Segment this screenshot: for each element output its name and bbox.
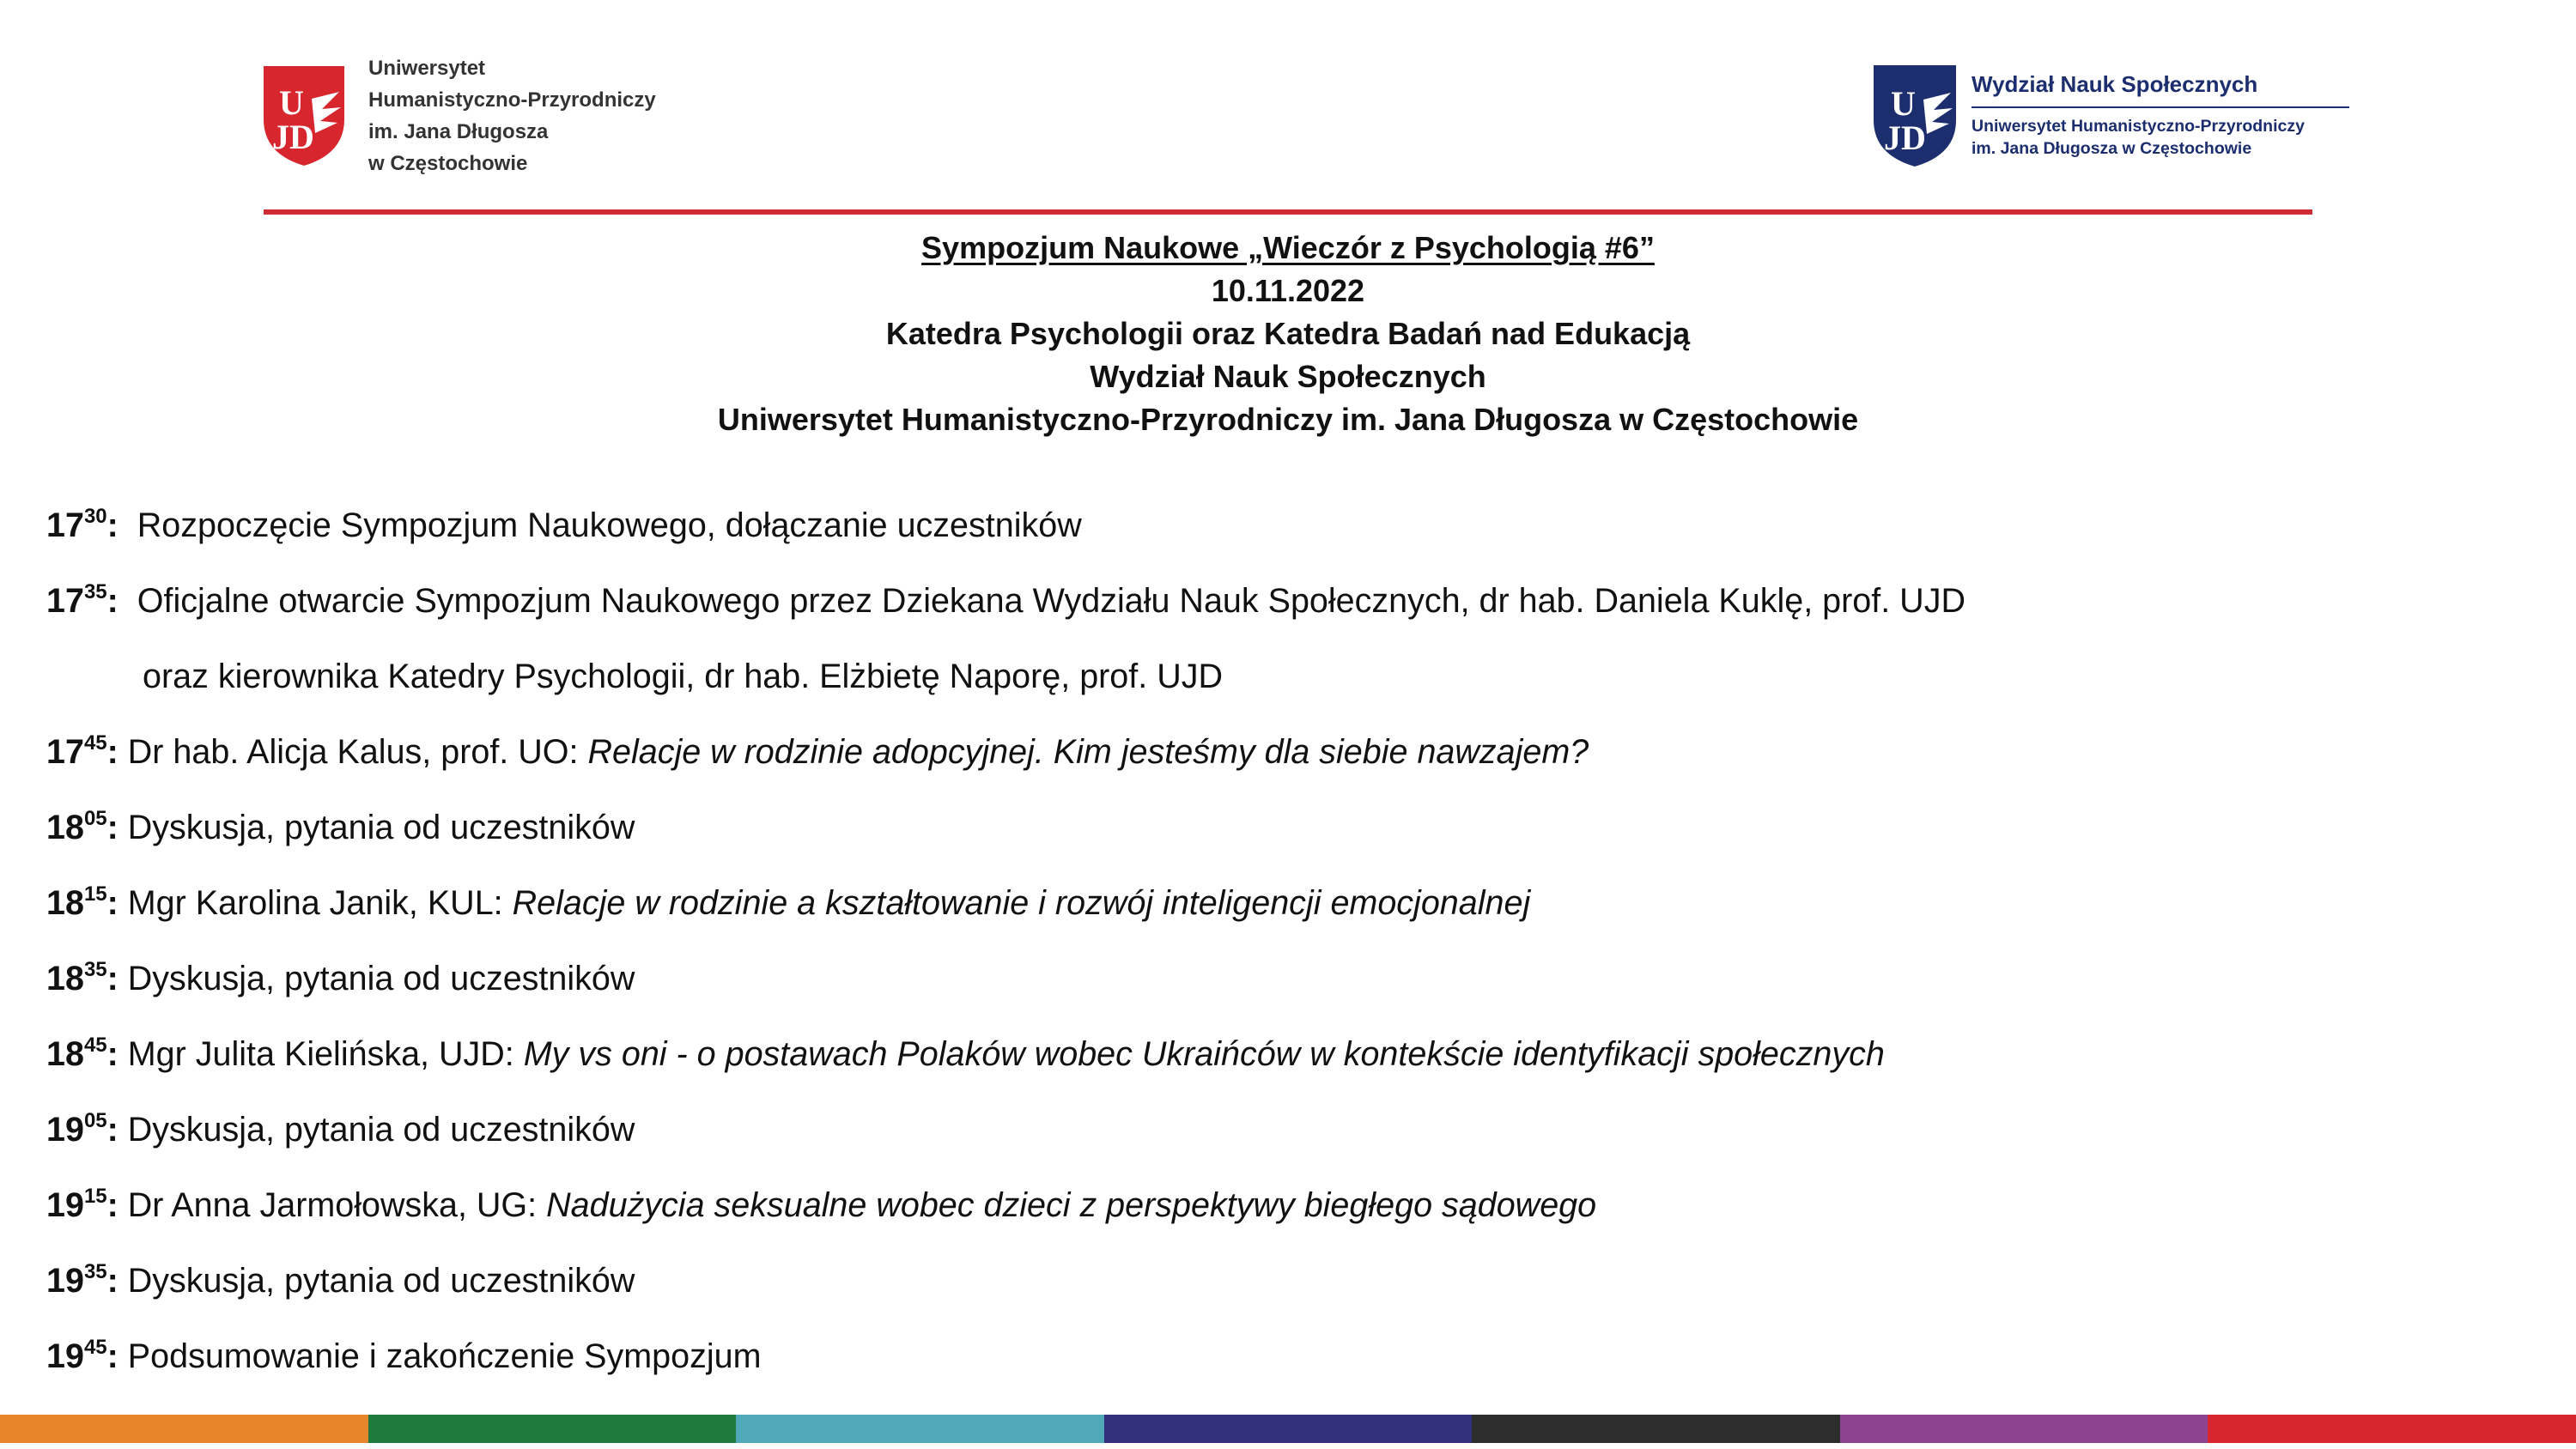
agenda-text: Dyskusja, pytania od uczestników: [127, 960, 635, 997]
svg-text:JD: JD: [1884, 118, 1926, 157]
university-name-line: w Częstochowie: [368, 151, 528, 175]
agenda-time: $17^{45}$:: [46, 731, 128, 771]
agenda-talk-title: Relacje w rodzinie a kształtowanie i rozwój inteligencji emocjonalnej: [512, 884, 1531, 922]
faculty-subtitle: [1971, 115, 2349, 160]
agenda-time: $18^{15}$:: [46, 882, 128, 922]
agenda-item: [46, 1183, 1596, 1228]
header-divider: [264, 209, 2312, 215]
agenda-item: [46, 579, 1965, 623]
footer-color-bar: [0, 1415, 2576, 1443]
agenda-item: [46, 503, 1082, 548]
symposium-title: Sympozjum Naukowe „Wieczór z Psychologią #6”: [921, 230, 1655, 265]
agenda-item: [46, 1107, 635, 1152]
agenda-time: $19^{45}$:: [46, 1336, 128, 1375]
agenda-talk-title: My vs oni - o postawach Polaków wobec Ukraińców w kontekście identyfikacji społecznych: [523, 1035, 1885, 1073]
agenda-text: Mgr Julita Kielińska, UJD:: [127, 1035, 524, 1073]
ujd-faculty-shield-icon: [1872, 64, 1958, 168]
agenda-time: $17^{35}$:: [46, 580, 137, 620]
agenda-item: [46, 1032, 1885, 1076]
color-stripe: [736, 1415, 1104, 1443]
agenda-item: [46, 805, 635, 850]
agenda-time: $19^{05}$:: [46, 1109, 128, 1149]
agenda-time: $19^{15}$:: [46, 1185, 128, 1224]
agenda-text: Dyskusja, pytania od uczestników: [127, 1111, 635, 1149]
organizing-faculty: Wydział Nauk Społecznych: [1090, 359, 1486, 394]
organizing-university: Uniwersytet Humanistyczno-Przyrodniczy im. Jana Długosza w Częstochowie: [717, 402, 1859, 437]
faculty-title: Wydział Nauk Społecznych: [1971, 71, 2349, 108]
university-logo: [262, 56, 656, 175]
university-name-line: im. Jana Długosza: [368, 119, 549, 143]
svg-text:JD: JD: [272, 117, 314, 156]
agenda-time: $18^{45}$:: [46, 1034, 128, 1073]
agenda-text: Mgr Karolina Janik, KUL:: [127, 884, 513, 922]
agenda-text: Dyskusja, pytania od uczestników: [127, 809, 635, 846]
color-stripe: [2208, 1415, 2576, 1443]
color-stripe: [1472, 1415, 1840, 1443]
color-stripe: [0, 1415, 368, 1443]
agenda-item: [46, 881, 1530, 925]
faculty-name: [1971, 71, 2349, 160]
agenda-text: Podsumowanie i zakończenie Sympozjum: [127, 1337, 762, 1375]
agenda-text: Rozpoczęcie Sympozjum Naukowego, dołączanie uczestników: [137, 506, 1082, 544]
faculty-subtitle-line: im. Jana Długosza w Częstochowie: [1971, 139, 2252, 158]
agenda-item: [46, 1258, 635, 1303]
agenda-time: $17^{30}$:: [46, 505, 137, 544]
agenda-text: Dyskusja, pytania od uczestników: [127, 1262, 635, 1300]
agenda-time: $19^{35}$:: [46, 1260, 128, 1300]
agenda-text: Dr Anna Jarmołowska, UG:: [127, 1186, 547, 1224]
svg-text:U: U: [1891, 83, 1916, 123]
organizing-departments: Katedra Psychologii oraz Katedra Badań nad Edukacją: [885, 316, 1691, 351]
document-header: [0, 227, 2576, 441]
ujd-shield-icon: [262, 64, 346, 167]
faculty-subtitle-line: Uniwersytet Humanistyczno-Przyrodniczy: [1971, 117, 2305, 136]
agenda-talk-title: Relacje w rodzinie adopcyjnej. Kim jesteśmy dla siebie nawzajem?: [587, 733, 1589, 771]
agenda-talk-title: Nadużycia seksualne wobec dzieci z perspektywy biegłego sądowego: [546, 1186, 1597, 1224]
agenda-item-continuation: oraz kierownika Katedry Psychologii, dr hab. Elżbietę Naporę, prof. UJD: [143, 658, 1224, 695]
event-date: 10.11.2022: [1211, 273, 1365, 308]
agenda-text: Oficjalne otwarcie Sympozjum Naukowego przez Dziekana Wydziału Nauk Społecznych, dr hab. Daniela Kuklę, prof. UJD: [137, 582, 1965, 620]
agenda-time: $18^{05}$:: [46, 807, 128, 846]
color-stripe: [368, 1415, 737, 1443]
university-name: [368, 52, 656, 179]
color-stripe: [1840, 1415, 2208, 1443]
agenda-text: Dr hab. Alicja Kalus, prof. UO:: [127, 733, 588, 771]
svg-text:U: U: [279, 82, 304, 122]
agenda-time: $18^{35}$:: [46, 958, 128, 997]
agenda-item: [46, 730, 1589, 774]
agenda-item: [46, 1334, 761, 1379]
agenda-item: [46, 956, 635, 1001]
university-name-line: Uniwersytet: [368, 56, 486, 80]
faculty-logo: [1872, 62, 2349, 169]
university-name-line: Humanistyczno-Przyrodniczy: [368, 88, 656, 112]
color-stripe: [1104, 1415, 1473, 1443]
